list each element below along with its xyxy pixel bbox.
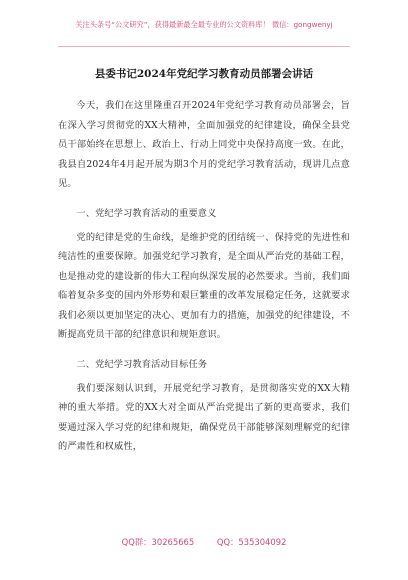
- document-body: [58, 96, 350, 457]
- section-2-heading: 二、党纪学习教育活动目标任务: [76, 358, 208, 370]
- footer-contact: [0, 536, 408, 548]
- header-banner: 关注头条号“公文研究”，获得最新最全最专业的公文资料库！ 微信：gongwenyj: [75, 20, 333, 29]
- section-1-paragraph: 党的纪律是党的生命线，是维护党的团结统一、保持党的先进性和纯洁性的重要保障。加强党纪学习教育，是全面从严治党的基础工程，也是推动党的建设新的伟大工程向纵深发展的必然要求。当前，我们面临着复杂多变的国内外形势和艰巨繁重的改革发展稳定任务，这就要求我们必须以更加坚定的决心、更加有力的措施，加强党的纪律建设，不断提高党员干部的纪律意识和规矩意识。: [58, 231, 350, 340]
- section-1-heading: 一、党纪学习教育活动的重要意义: [76, 207, 217, 219]
- section-2-paragraph: 我们要深刻认识到，开展党纪学习教育，是贯彻落实党的XX大精神的重大举措。党的XX大对全面从严治党提出了新的更高要求，我们要通过深入学习党的纪律和规矩，确保党员干部能够深刻理解党的纪律的严肃性和权威性，: [58, 382, 350, 452]
- footer-qq: QQ：535304092: [216, 537, 287, 547]
- footer-qq-group: QQ群：30265665: [121, 537, 195, 547]
- header-divider: [58, 46, 350, 47]
- document-title: 县委书记2024年党纪学习教育动员部署会讲话: [94, 68, 314, 80]
- intro-paragraph: 今天，我们在这里隆重召开2024年党纪学习教育动员部署会，旨在深入学习贯彻党的XX大精神，全面加强党的纪律建设，确保全县党员干部始终在思想上、政治上、行动上同党中央保持高度一致。在此，我县自2024年4月起开展为期3个月的党纪学习教育活动，现讲几点意见。: [58, 100, 350, 189]
